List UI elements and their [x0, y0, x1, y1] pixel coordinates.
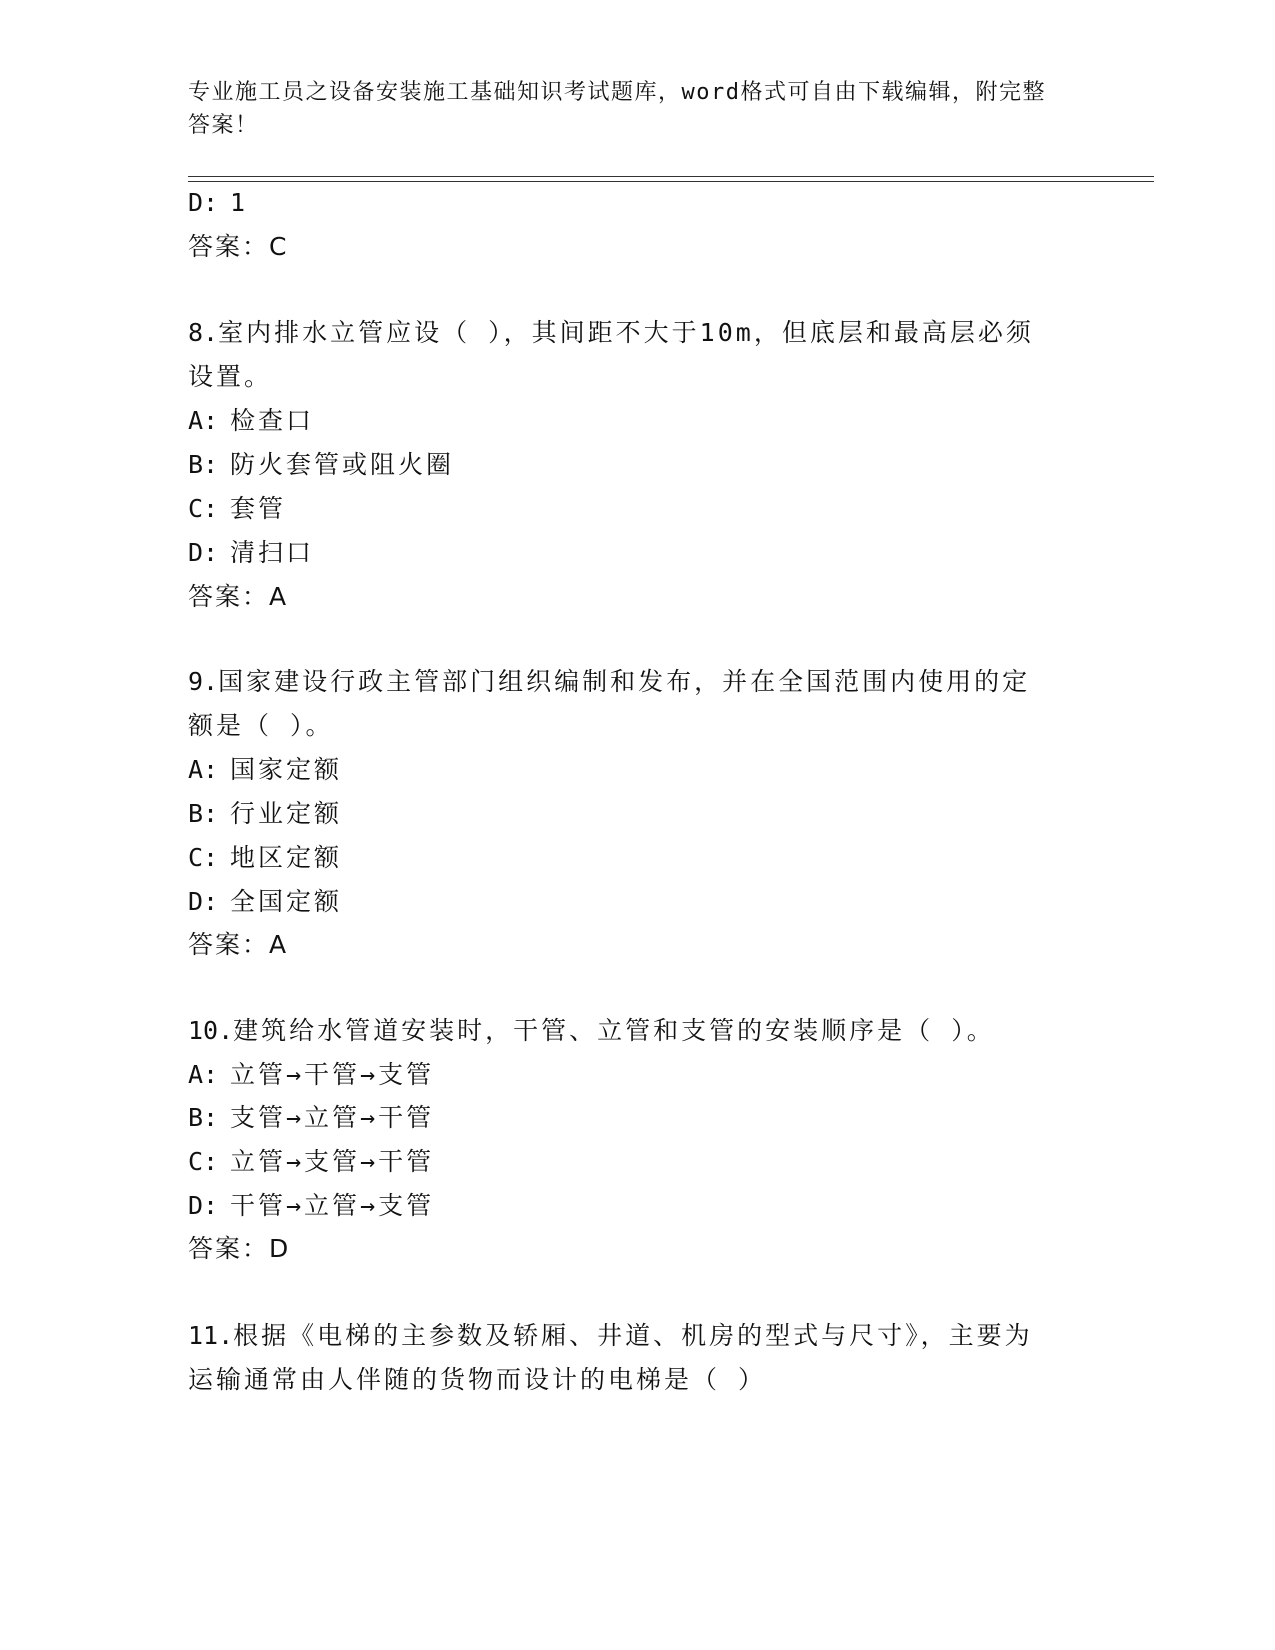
page-header-title: 专业施工员之设备安装施工基础知识考试题库，word格式可自由下载编辑，附完整答案！ — [188, 80, 1046, 138]
option-text: 地区定额 — [230, 843, 343, 872]
answer-line: 答案：C — [188, 232, 289, 261]
option-text: 检查口 — [230, 406, 315, 435]
option-text: 清扫口 — [230, 538, 315, 567]
option-d — [188, 538, 314, 568]
option-letter: B: — [188, 1103, 219, 1132]
option-letter: B: — [188, 799, 219, 828]
option-letter: A: — [188, 755, 219, 784]
option-text: 行业定额 — [230, 799, 343, 828]
question-9-stem-line-2: 额是（ ）。 — [188, 711, 334, 740]
option-a — [188, 1060, 434, 1090]
option-letter: B: — [188, 450, 219, 479]
option-b — [188, 450, 454, 480]
option-c — [188, 843, 342, 873]
option-c — [188, 1147, 434, 1177]
option-text: 国家定额 — [230, 755, 343, 784]
question-11-stem-line-2: 运输通常由人伴随的货物而设计的电梯是（ ） — [188, 1365, 767, 1394]
option-text: 套管 — [230, 494, 287, 523]
question-11-stem-line-1 — [188, 1321, 1033, 1351]
question-10-stem-line-1 — [188, 1016, 995, 1046]
option-text: 立管→干管→支管 — [230, 1060, 435, 1089]
question-stem-text: 根据《电梯的主参数及轿厢、井道、机房的型式与尺寸》，主要为 — [233, 1321, 1033, 1350]
option-b — [188, 1103, 434, 1133]
header-divider-bottom — [188, 181, 1154, 182]
option-d — [188, 1191, 434, 1221]
option-letter: A: — [188, 406, 219, 435]
answer-line: 答案：A — [188, 582, 289, 611]
option-text: 支管→立管→干管 — [230, 1103, 435, 1132]
option-c — [188, 494, 286, 524]
question-number: 10. — [188, 1016, 234, 1045]
answer-line: 答案：A — [188, 930, 289, 959]
question-8-stem-line-1 — [188, 318, 1034, 348]
option-text: 立管→支管→干管 — [230, 1147, 435, 1176]
option-letter: D: — [188, 1191, 219, 1220]
option-d — [188, 188, 248, 218]
question-stem-text: 建筑给水管道安装时，干管、立管和支管的安装顺序是（ ）。 — [233, 1016, 995, 1045]
option-d — [188, 887, 342, 917]
option-b — [188, 799, 342, 829]
option-letter: D: — [188, 188, 219, 217]
question-stem-text: 国家建设行政主管部门组织编制和发布，并在全国范围内使用的定 — [218, 667, 1031, 696]
option-a — [188, 755, 342, 785]
option-letter: C: — [188, 1147, 219, 1176]
question-number: 11. — [188, 1321, 234, 1350]
option-text: 干管→立管→支管 — [230, 1191, 435, 1220]
answer-line: 答案：D — [188, 1234, 291, 1263]
header-divider-top — [188, 176, 1154, 177]
question-number: 9. — [188, 667, 219, 696]
option-letter: C: — [188, 843, 219, 872]
option-a — [188, 406, 314, 436]
option-text: 1 — [230, 188, 249, 217]
option-letter: D: — [188, 538, 219, 567]
option-letter: A: — [188, 1060, 219, 1089]
question-stem-text: 室内排水立管应设（ ），其间距不大于10m，但底层和最高层必须 — [218, 318, 1034, 347]
option-text: 防火套管或阻火圈 — [230, 450, 455, 479]
option-letter: C: — [188, 494, 219, 523]
question-9-stem-line-1 — [188, 667, 1030, 697]
option-letter: D: — [188, 887, 219, 916]
option-text: 全国定额 — [230, 887, 343, 916]
question-8-stem-line-2: 设置。 — [188, 362, 273, 391]
question-number: 8. — [188, 318, 219, 347]
